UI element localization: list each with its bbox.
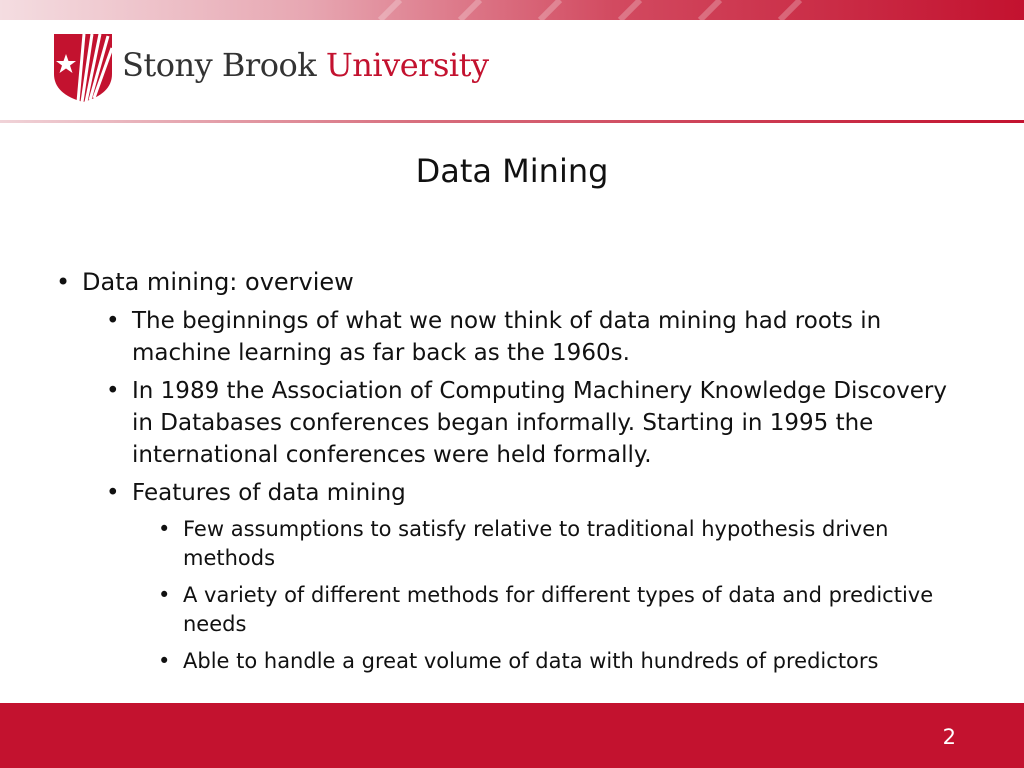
bullet-dot: •: [106, 308, 120, 334]
bullet-dot: •: [56, 268, 71, 296]
feature-item: [158, 581, 956, 639]
bullet-dot: •: [106, 480, 120, 506]
university-wordmark: [122, 46, 489, 84]
bullet-text: Few assumptions to satisfy relative to traditional hypothesis driven methods: [183, 517, 889, 570]
bullet-features: [106, 477, 956, 509]
slide-title: Data Mining: [415, 152, 609, 190]
bullet-roots: [106, 305, 956, 369]
bullet-dot: •: [158, 517, 171, 541]
header-divider: [0, 120, 1024, 123]
footer-band: [0, 703, 1024, 768]
bullet-acm: [106, 375, 956, 471]
band-stripes: [0, 0, 1024, 20]
university-shield-icon: [52, 32, 114, 104]
bullet-text: In 1989 the Association of Computing Machinery Knowledge Discovery in Databases conferences began informally. Starting in 1995 the international conferences were held formally.: [132, 378, 947, 468]
bullet-text: A variety of different methods for different types of data and predictive needs: [183, 583, 934, 636]
bullet-text: The beginnings of what we now think of data mining had roots in machine learning as far back as the 1960s.: [132, 308, 882, 366]
wordmark-university: University: [325, 46, 489, 84]
slide-body: [56, 266, 956, 684]
bullet-overview: [56, 266, 956, 299]
bullet-dot: •: [106, 378, 120, 404]
bullet-text: Features of data mining: [132, 480, 406, 506]
wordmark-stony-brook: Stony Brook: [122, 46, 326, 84]
bullet-text: Data mining: overview: [82, 268, 354, 296]
bullet-dot: •: [158, 583, 171, 607]
page-number: 2: [942, 725, 956, 749]
bullet-dot: •: [158, 649, 171, 673]
bullet-text: Able to handle a great volume of data with hundreds of predictors: [183, 649, 879, 673]
feature-item: [158, 647, 956, 676]
feature-item: [158, 515, 956, 573]
top-decorative-band: [0, 0, 1024, 20]
